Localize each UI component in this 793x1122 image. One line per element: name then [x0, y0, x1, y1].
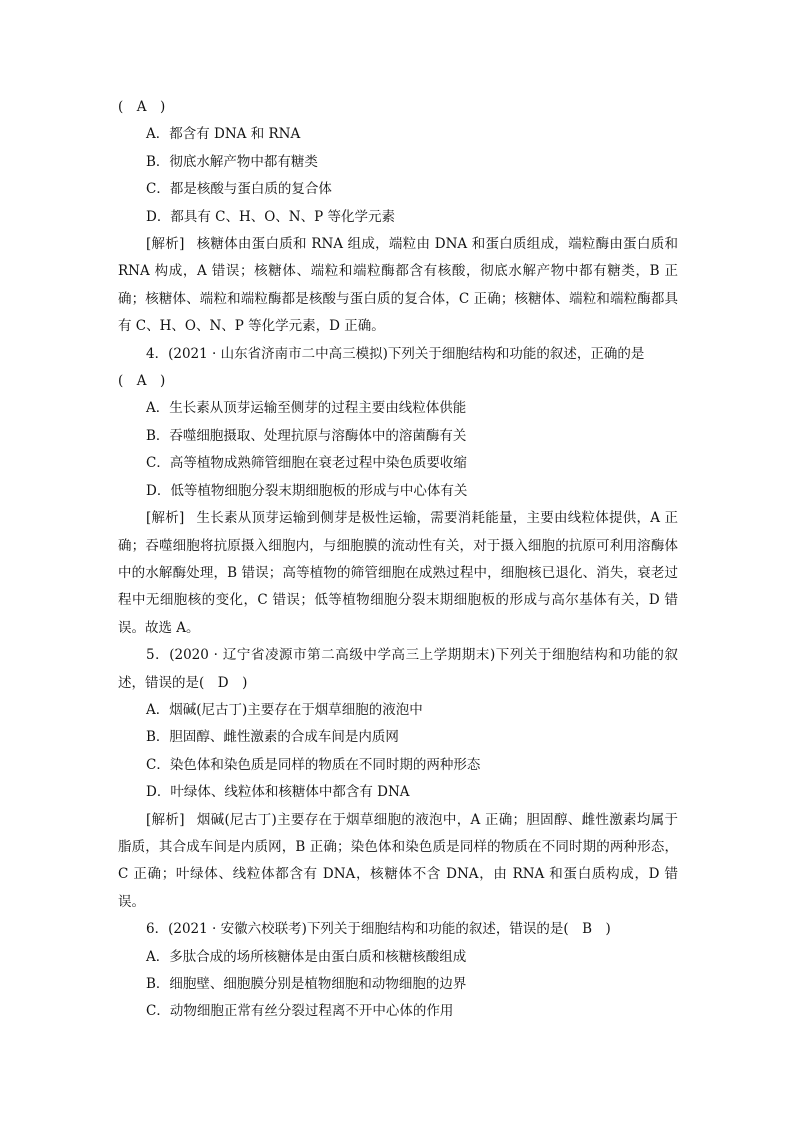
analysis-text: 核糖体由蛋白质和 RNA 组成，端粒由 DNA 和蛋白质组成，端粒酶由蛋白质和 RNA 构成，A 错误；核糖体、端粒和端粒酶都含有核酸，彻底水解产物中都有糖类，B 正确；核糖体、端粒和端粒酶都是核酸与蛋白质的复合体，C 正确；核糖体、端粒和端粒酶都具有 C、H、O、N、P 等化学元素，D 正确。 — [118, 236, 678, 335]
question-5-option-d: D．叶绿体、线粒体和核糖体中都含有 DNA — [146, 784, 410, 801]
analysis-tag: [解析] — [146, 236, 185, 253]
question-6-option-b: B．细胞壁、细胞膜分别是植物细胞和动物细胞的边界 — [146, 976, 467, 992]
analysis-text: 生长素从顶芽运输到侧芽是极性运输，需要消耗能量，主要由线粒体提供，A 正确；吞噬细胞将抗原摄入细胞内，与细胞膜的流动性有关，对于摄入细胞的抗原可利用溶酶体中的水解酶处理，B 错误；高等植物的筛管细胞在成熟过程中，细胞核已退化、消失，衰老过程中无细胞核的变化，C 错误；低等植物细胞分裂末期细胞板的形成与高尔基体有关，D 错误。故选 A。 — [118, 510, 678, 636]
question-3 — [118, 94, 678, 341]
question-4-option-b: B．吞噬细胞摄取、处理抗原与溶酶体中的溶菌酶有关 — [146, 427, 467, 444]
question-6-option-c: C．动物细胞正常有丝分裂过程离不开中心体的作用 — [146, 1003, 454, 1020]
question-5-analysis — [118, 807, 678, 917]
question-3-option-a: A．都含有 DNA 和 RNA — [146, 126, 301, 143]
question-4-stem: 4．(2021 · 山东省济南市二中高三模拟)下列关于细胞结构和功能的叙述，正确的是 — [146, 345, 645, 362]
question-3-option-d: D．都具有 C、H、O、N、P 等化学元素 — [146, 208, 395, 225]
question-5-stem: 5．(2020 · 辽宁省凌源市第二高级中学高三上学期期末)下列关于细胞结构和功能的叙述，错误的是( D ) — [118, 647, 678, 691]
question-4-option-d: D．低等植物细胞分裂末期细胞板的形成与中心体有关 — [146, 482, 468, 499]
question-6-stem: 6．(2021 · 安徽六校联考)下列关于细胞结构和功能的叙述，错误的是( B ) — [146, 921, 611, 938]
question-6 — [118, 916, 678, 1026]
question-3-answer: ( A ) — [118, 99, 166, 115]
question-6-option-a: A．多肽合成的场所核糖体是由蛋白质和核糖核酸组成 — [146, 948, 467, 965]
analysis-tag: [解析] — [146, 510, 185, 527]
document-page — [118, 94, 678, 1026]
question-5-option-c: C．染色体和染色质是同样的物质在不同时期的两种形态 — [146, 756, 481, 773]
question-4-answer: ( A ) — [118, 373, 166, 390]
analysis-text: 烟碱(尼古丁)主要存在于烟草细胞的液泡中，A 正确；胆固醇、雌性激素均属于脂质，其合成车间是内质网，B 正确；染色体和染色质是同样的物质在不同时期的两种形态，C 正确；叶绿体、线粒体都含有 DNA，核糖体不含 DNA，由 RNA 和蛋白质构成，D 错误。 — [118, 811, 678, 910]
question-5-option-a: A．烟碱(尼古丁)主要存在于烟草细胞的液泡中 — [146, 701, 423, 718]
question-4-analysis — [118, 505, 678, 642]
question-4-option-a: A．生长素从顶芽运输至侧芽的过程主要由线粒体供能 — [146, 400, 467, 417]
question-5 — [118, 642, 678, 916]
question-4-option-c: C．高等植物成熟筛管细胞在衰老过程中染色质要收缩 — [146, 455, 467, 472]
question-5-option-b: B．胆固醇、雌性激素的合成车间是内质网 — [146, 729, 399, 746]
question-4 — [118, 341, 678, 642]
question-3-option-c: C．都是核酸与蛋白质的复合体 — [146, 181, 332, 198]
question-3-analysis — [118, 231, 678, 341]
analysis-tag: [解析] — [146, 811, 185, 828]
question-3-option-b: B．彻底水解产物中都有糖类 — [146, 153, 318, 170]
